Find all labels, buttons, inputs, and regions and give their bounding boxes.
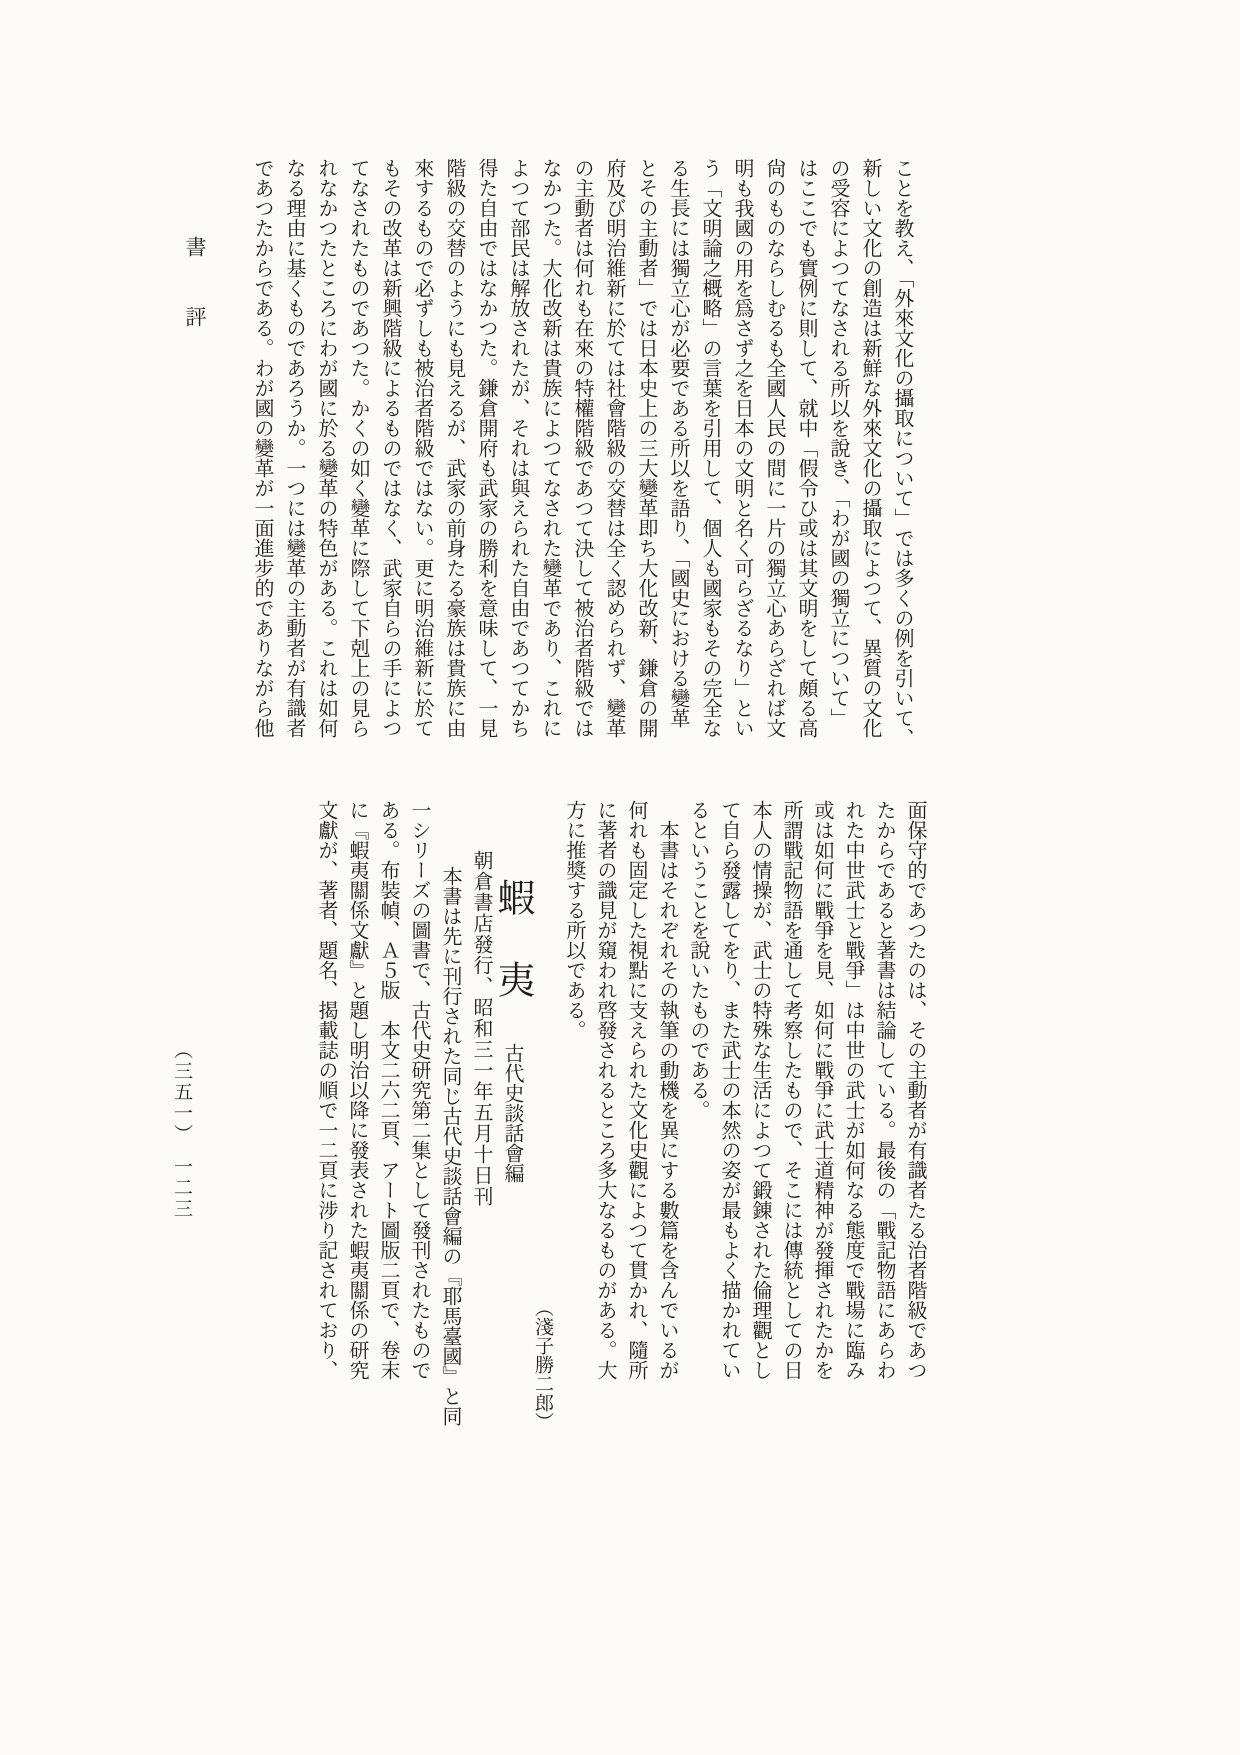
text-line: ことを教え、「外來文化の攝取について」では多くの例を引いて、 xyxy=(891,158,913,748)
text-line: 尙のものならしむるも全國人民の間に一片の獨立心あらざれば文 xyxy=(763,158,785,738)
page-number: （三五一） 一二三 xyxy=(171,1040,192,1220)
text-line: たからであると著書は結論している。最後の「戰記物語にあらわ xyxy=(873,800,895,1380)
text-line: はここでも實例に則して、就中「假令ひ或は其文明をして頗る高 xyxy=(795,158,817,738)
text-line: に『蝦夷關係文獻』と題し明治以降に發表された蝦夷關係の研究 xyxy=(346,800,368,1380)
text-line: う「文明論之概略」の言葉を引用して、個人も國家もその完全な xyxy=(699,158,721,738)
book-title: 蝦 夷 xyxy=(491,878,533,1001)
text-line: れなかつたところにわが國に於る變革の特色がある。これは如何 xyxy=(315,158,337,738)
text-line: 方に推奬する所以である。 xyxy=(563,800,585,1040)
text-line: 新しい文化の創造は新鮮な外來文化の攝取によつて、異質の文化 xyxy=(859,158,881,738)
text-line: の主動者は何れも在來の特權階級であつて決して被治者階級では xyxy=(571,158,593,738)
text-line: 文獻が、著者、題名、揭載誌の順で一二頁に涉り記されており、 xyxy=(315,800,337,1380)
review-ending-top-block xyxy=(246,158,918,826)
text-line: もその改革は新興階級によるものではなく、武家自らの手によつ xyxy=(379,158,401,738)
book-title-line xyxy=(491,800,533,1456)
text-line: 所謂戰記物語を通して考察したもので、そこには傳統としての日 xyxy=(780,800,802,1380)
text-line: る生長には獨立心が必要である所以を語り、「國史における變革 xyxy=(667,158,689,728)
lower-text-block xyxy=(310,800,930,1456)
text-line: てなされたものであつた。かくの如く變革に際して下剋上の見ら xyxy=(347,158,369,738)
text-line: とその主動者」では日本史上の三大變革即ち大化改新、鎌倉の開 xyxy=(635,158,657,738)
text-line: 本書はそれぞれその執筆の動機を異にする數篇を含んでいるが xyxy=(656,800,678,1380)
book-editor: 古代史談話會編 xyxy=(501,1043,523,1183)
text-line: よつて部民は解放されたが、それは與えられた自由であつてかち xyxy=(507,158,529,738)
text-line: ある。布裝幀、Ａ５版 本文二六二頁、アート圖版二頁で、卷末 xyxy=(377,800,399,1380)
text-line: 本書は先に刊行された同じ古代史談話會編の『耶馬臺國』と同 xyxy=(439,846,461,1426)
text-line: なる理由に基くものであろうか。一つには變革の主動者が有識者 xyxy=(283,158,305,738)
text-line: なかつた。大化改新は貴族によつてなされた變革であり、これに xyxy=(539,158,561,738)
text-line: であつたからである。わが國の變革が一面進步的でありながら他 xyxy=(251,158,273,738)
text-line: 或は如何に戰爭を見、如何に戰爭に武士道精神が發揮されたかを xyxy=(811,800,833,1380)
text-line: るということを說いたものである。 xyxy=(687,800,709,1120)
text-line: て自ら發露してをり、また武士の本然の姿が最もよく描かれてい xyxy=(718,800,740,1380)
running-head: 書 評 xyxy=(183,236,207,341)
text-line: の受容によつてなされる所以を說き、「わが國の獨立について」 xyxy=(827,158,849,728)
reviewer-signature: （淺子勝二郎） xyxy=(532,1298,553,1431)
text-line: 何れも固定した視點に支えられた文化史觀によつて貫かれ、隨所 xyxy=(625,800,647,1380)
text-line: 本人の情操が、武士の特殊な生活によつて鍛錬された倫理觀とし xyxy=(749,800,771,1380)
text-line: 面保守的であつたのは、その主動者が有識者たる治者階級であつ xyxy=(904,800,926,1380)
text-line: 得た自由ではなかつた。鎌倉開府も武家の勝利を意味して、一見 xyxy=(475,158,497,738)
text-line: に著者の識見が窺われ啓發されるところ多大なるものがある。大 xyxy=(594,800,616,1380)
text-line: 明も我國の用を爲さず之を日本の文明と名く可らざるなり」とい xyxy=(731,158,753,738)
imprint-line: 朝倉書店發行、昭和三一年五月十日刊 xyxy=(470,850,492,1207)
text-line: 一シリーズの圖書で、古代史研究第二集として發刊されたもので xyxy=(408,800,430,1380)
text-line: 來するもので必ずしも被治者階級ではない。更に明治維新に於て xyxy=(411,158,433,738)
text-line: 階級の交替のようにも見えるが、武家の前身たる豪族は貴族に由 xyxy=(443,158,465,738)
text-line: 府及び明治維新に於ては社會階級の交替は全く認められず、變革 xyxy=(603,158,625,738)
text-line: れた中世武士と戰爭」は中世の武士が如何なる態度で戰場に臨み xyxy=(842,800,864,1380)
